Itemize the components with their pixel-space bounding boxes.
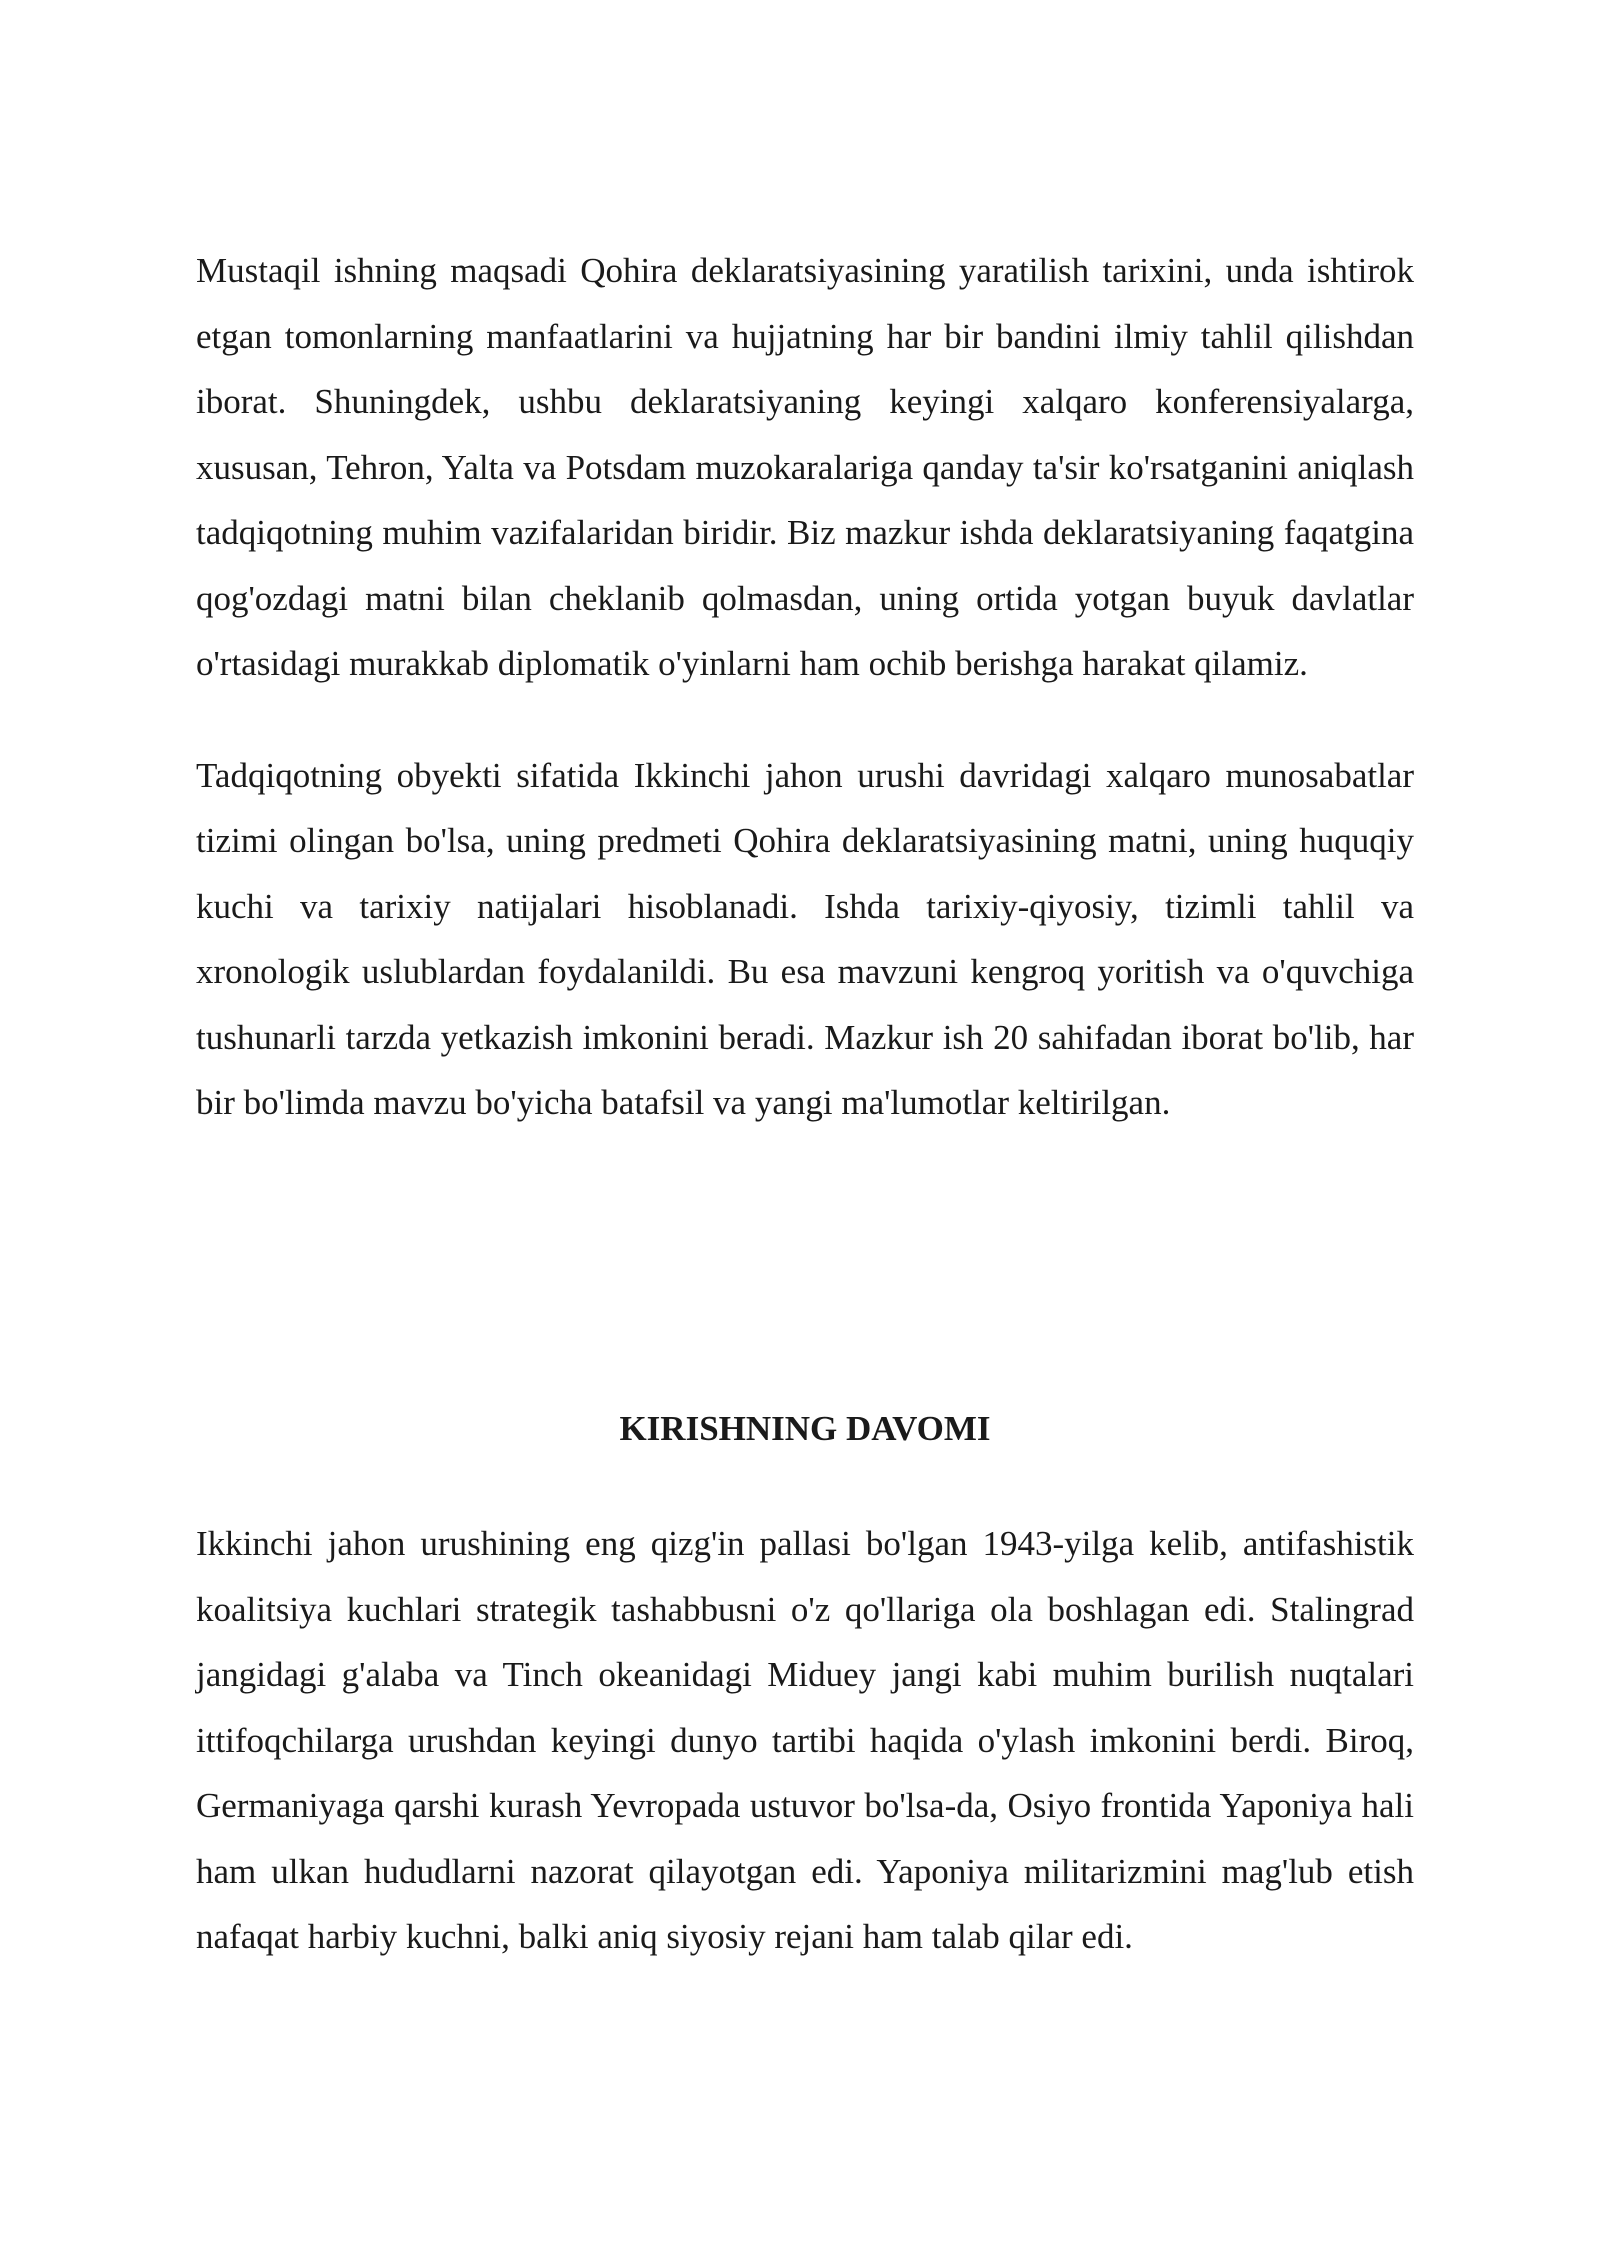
body-text-section bbox=[196, 1511, 1414, 1970]
paragraph-object-subject: Tadqiqotning obyekti sifatida Ikkinchi jahon urushi davridagi xalqaro munosabatlar tizimi olingan bo'lsa, uning predmeti Qohira deklaratsiyasining matni, uning huquqiy kuchi va tarixiy natijalari hisoblanadi. Ishda tarixiy-qiyosiy, tizimli tahlil va xronologik uslublardan foydalanildi. Bu esa mavzuni kengroq yoritish va o'quvchiga tushunarli tarzda yetkazish imkonini beradi. Mazkur ish 20 sahifadan iborat bo'lib, har bir bo'limda mavzu bo'yicha batafsil va yangi ma'lumotlar keltirilgan. bbox=[196, 755, 1414, 1122]
paragraph-purpose: Mustaqil ishning maqsadi Qohira deklaratsiyasining yaratilish tarixini, unda ishtirok etgan tomonlarning manfaatlarini va hujjatning har bir bandini ilmiy tahlil qilishdan iborat. Shuningdek, ushbu deklaratsiyaning keyingi xalqaro konferensiyalarga, xususan, Tehron, Yalta va Potsdam muzokaralariga qanday ta'sir ko'rsatganini aniqlash tadqiqotning muhim vazifalaridan biridir. Biz mazkur ishda deklaratsiyaning faqatgina qog'ozdagi matni bilan cheklanib qolmasdan, uning ortida yotgan buyuk davlatlar o'rtasidagi murakkab diplomatik o'yinlarni ham ochib berishga harakat qilamiz. bbox=[196, 251, 1414, 683]
section-heading: KIRISHNING DAVOMI bbox=[619, 1409, 991, 1448]
body-text-intro bbox=[196, 238, 1414, 1136]
paragraph-1943-context: Ikkinchi jahon urushining eng qizg'in pallasi bo'lgan 1943-yilga kelib, antifashistik koalitsiya kuchlari strategik tashabbusni o'z qo'llariga ola boshlagan edi. Stalingrad jangidagi g'alaba va Tinch okeanidagi Miduey jangi kabi muhim burilish nuqtalari ittifoqchilarga urushdan keyingi dunyo tartibi haqida o'ylash imkonini berdi. Biroq, Germaniyaga qarshi kurash Yevropada ustuvor bo'lsa-da, Osiyo frontida Yaponiya hali ham ulkan hududlarni nazorat qilayotgan edi. Yaponiya militarizmini mag'lub etish nafaqat harbiy kuchni, balki aniq siyosiy rejani ham talab qilar edi. bbox=[196, 1524, 1414, 1956]
